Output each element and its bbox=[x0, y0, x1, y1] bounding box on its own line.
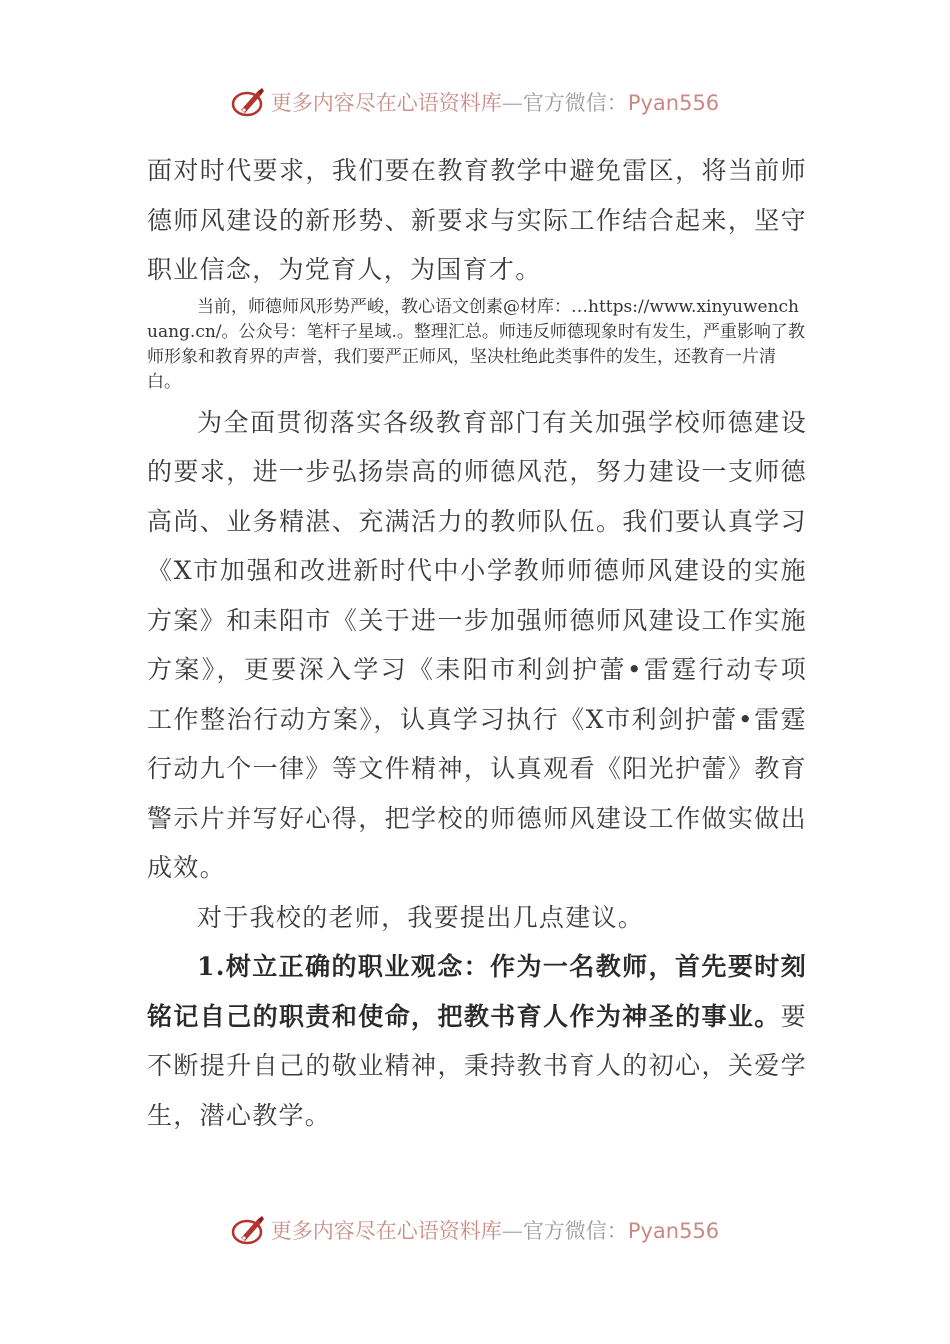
paragraph-3: 对于我校的老师，我要提出几点建议。 bbox=[197, 902, 645, 932]
header-wechat-label: 官方微信： bbox=[522, 91, 628, 115]
header-wechat-id: Pyan556 bbox=[627, 91, 720, 115]
header-site-text: 更多内容尽在心语资料库 bbox=[270, 91, 502, 115]
paragraph-2: 为全面贯彻落实各级教育部门有关加强学校师德建设的要求，进一步弘扬崇高的师德风范，努力建设一支师德高尚、业务精湛、充满活力的教师队伍。我们要认真学习《X市加强和改进新时代中小学教师师德师风建设的实施方案》和耒阳市《关于进一步加强师德师风建设工作实施方案》，更要深入学习《耒阳市利剑护蕾•雷霆行动专项工作整治行动方案》，认真学习执行《X市利剑护蕾•雷霆行动九个一律》等文件精神，认真观看《阳光护蕾》教育警示片并写好心得，把学校的师德师风建设工作做实做出成效。 bbox=[147, 407, 807, 882]
pen-nib-logo-icon bbox=[231, 84, 267, 120]
footer-text bbox=[271, 1215, 719, 1245]
footer-banner bbox=[0, 1208, 950, 1252]
header-separator: — bbox=[501, 91, 523, 115]
paragraph-4-rest: 要不断提升自己的敬业精神，秉持教书育人的初心，关爱学生，潜心教学。 bbox=[147, 1001, 807, 1130]
document-body bbox=[147, 146, 807, 1140]
footer-separator: — bbox=[501, 1219, 523, 1243]
header-text bbox=[271, 87, 719, 117]
footer-wechat-label: 官方微信： bbox=[522, 1219, 628, 1243]
footer-site-text: 更多内容尽在心语资料库 bbox=[270, 1219, 502, 1243]
header-banner bbox=[0, 80, 950, 124]
footer-wechat-id: Pyan556 bbox=[627, 1219, 720, 1243]
paragraph-1: 面对时代要求，我们要在教育教学中避免雷区，将当前师德师风建设的新形势、新要求与实际工作结合起来，坚守职业信念，为党育人，为国育才。 bbox=[147, 156, 807, 284]
paragraph-4-bold: 1.树立正确的职业观念：作为一名教师，首先要时刻铭记自己的职责和使命，把教书育人作为神圣的事业。 bbox=[147, 952, 807, 1031]
paragraph-4 bbox=[147, 942, 807, 1140]
pen-nib-logo-icon bbox=[231, 1212, 267, 1248]
inserted-note: 当前，师德师风形势严峻，教心语文创素@材库：…https://www.xinyuwenchuang.cn/。公众号：笔杆子星域.。整理汇总。师违反师德现象时有发生，严重影响了教师形象和教育界的声誉，我们要严正师风，坚决杜绝此类事件的发生，还教育一片清白。 bbox=[147, 296, 805, 392]
